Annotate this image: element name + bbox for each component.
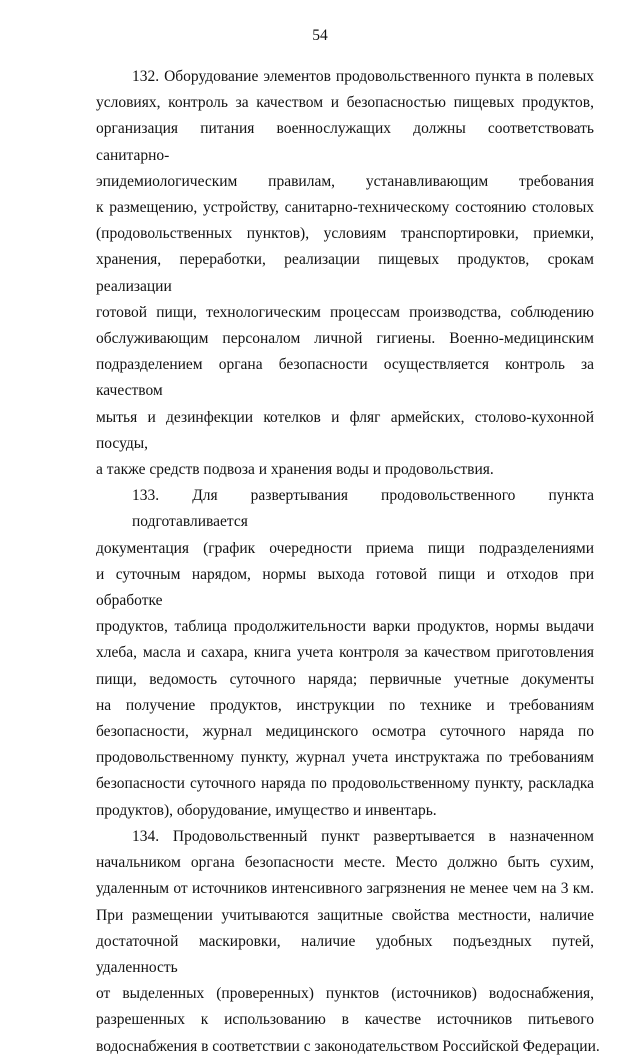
text-line: к размещению, устройству, санитарно-техническому состоянию столовых: [96, 199, 594, 217]
text-line: а также средств подвоза и хранения воды и продовольствия.: [96, 461, 494, 479]
text-line: начальником органа безопасности месте. Место должно быть сухим,: [96, 854, 594, 872]
text-line: безопасности, журнал медицинского осмотра суточного наряда по: [96, 723, 594, 741]
text-line: 132. Оборудование элементов продовольственного пункта в полевых: [132, 68, 594, 85]
text-line: организация питания военнослужащих должны соответствовать санитарно-: [96, 120, 594, 164]
text-line: мытья и дезинфекции котелков и фляг армейских, столово-кухонной посуды,: [96, 408, 594, 452]
text-line: продовольственному пункту, журнал учета инструктажа по требованиям: [96, 749, 594, 767]
text-line: подразделением органа безопасности осуществляется контроль за качеством: [96, 356, 594, 400]
paragraph-133: [96, 483, 594, 824]
text-line: разрешенных к использованию в качестве источников питьевого: [96, 1011, 594, 1029]
text-line: обслуживающим персоналом личной гигиены. Военно-медицинским: [96, 330, 594, 348]
page-number: 54: [312, 27, 328, 44]
text-line: При размещении учитываются защитные свойства местности, наличие: [96, 906, 594, 924]
text-line: продуктов), оборудование, имущество и инвентарь.: [96, 801, 437, 819]
text-line: хлеба, масла и сахара, книга учета контроля за качеством приготовления: [96, 644, 594, 662]
text-line: условиях, контроль за качеством и безопасностью пищевых продуктов,: [96, 94, 594, 112]
text-line: продуктов, таблица продолжительности варки продуктов, нормы выдачи: [96, 618, 594, 636]
text-line: водоснабжения в соответствии с законодательством Российской Федерации.: [96, 1037, 600, 1055]
text-line: хранения, переработки, реализации пищевых продуктов, срокам реализации: [96, 251, 594, 295]
text-line: документация (график очередности приема пищи подразделениями: [96, 539, 594, 557]
text-line: на получение продуктов, инструкции по технике и требованиям: [96, 696, 594, 714]
text-line: 133. Для развертывания продовольственного пункта подготавливается: [132, 487, 594, 531]
text-line: достаточной маскировки, наличие удобных подъездных путей, удаленность: [96, 932, 594, 976]
text-line: удаленным от источников интенсивного загрязнения не менее чем на 3 км.: [96, 880, 594, 898]
text-line: эпидемиологическим правилам, устанавливающим требования: [96, 172, 594, 190]
text-line: безопасности суточного наряда по продовольственному пункту, раскладка: [96, 775, 594, 793]
paragraph-134: [96, 824, 600, 1060]
document-body: [96, 64, 600, 1060]
paragraph-132: [96, 64, 594, 483]
text-line: 134. Продовольственный пункт развертывается в назначенном: [132, 827, 594, 845]
text-line: от выделенных (проверенных) пунктов (источников) водоснабжения,: [96, 985, 594, 1003]
text-line: пищи, ведомость суточного наряда; первичные учетные документы: [96, 670, 594, 688]
text-line: готовой пищи, технологическим процессам производства, соблюдению: [96, 303, 594, 321]
text-line: и суточным нарядом, нормы выхода готовой пищи и отходов при обработке: [96, 565, 594, 610]
text-line: (продовольственных пунктов), условиям транспортировки, приемки,: [96, 225, 594, 243]
